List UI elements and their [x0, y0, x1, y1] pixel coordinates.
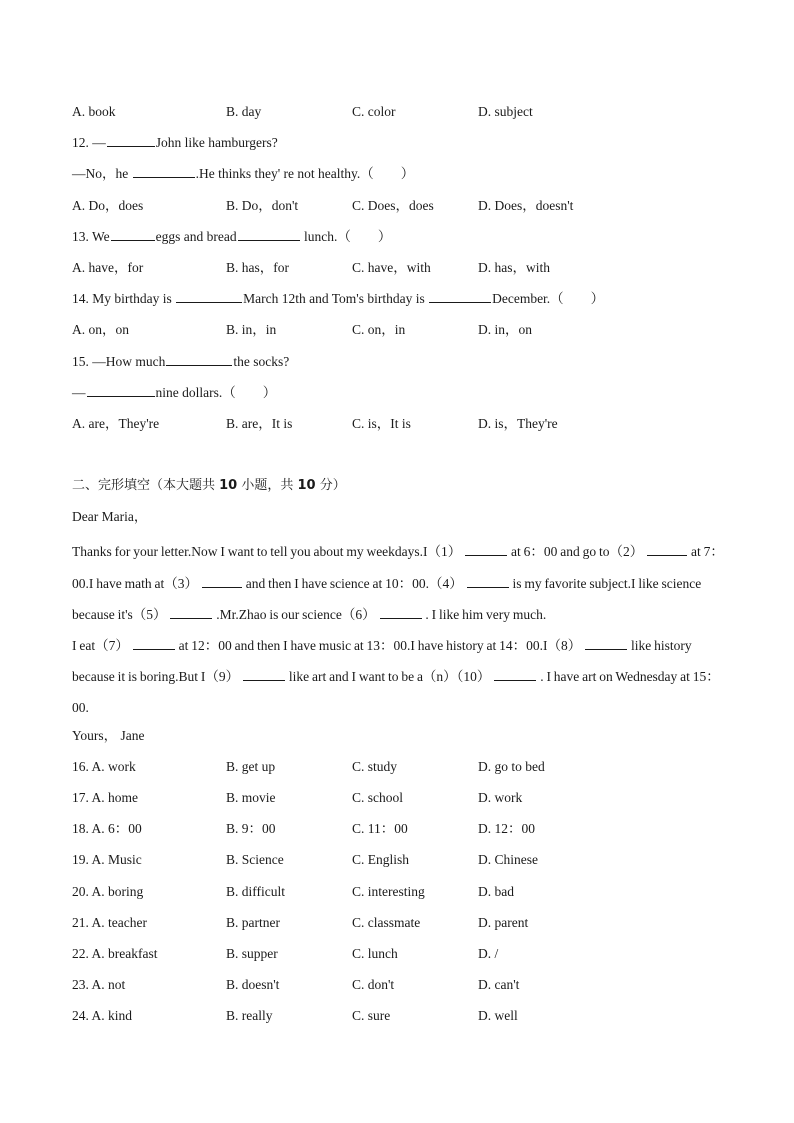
answer-blank	[166, 351, 232, 366]
question-text: lunch.（ ）	[300, 228, 392, 244]
section-spacer	[72, 443, 732, 474]
cloze-blank-7	[133, 635, 175, 650]
option-b: B. Do，don't	[226, 197, 299, 213]
cloze-blank-2	[647, 541, 687, 556]
question-text: —How much	[92, 353, 166, 369]
question-18-options	[72, 817, 732, 848]
question-text: John like hamburgers?	[155, 135, 278, 151]
option-b: B. has，for	[226, 259, 289, 275]
option-d: D. Does，doesn't	[478, 197, 574, 213]
option-c: C. English	[352, 852, 410, 868]
option-b: B. 9：00	[226, 821, 276, 837]
option-a: 21. A. teacher	[72, 914, 147, 930]
question-12-line2	[72, 162, 732, 193]
question-24-options	[72, 1004, 732, 1035]
question-text: —	[92, 135, 106, 151]
option-a: 24. A. kind	[72, 1008, 133, 1024]
cloze-blank-8	[585, 635, 627, 650]
option-b: B. are，It is	[226, 415, 293, 431]
question-19-options	[72, 848, 732, 879]
option-a: A. book	[72, 104, 116, 119]
option-c: C. interesting	[352, 883, 425, 899]
question-12-options	[72, 194, 732, 225]
option-c: C. is，It is	[352, 415, 411, 431]
option-a: 18. A. 6：00	[72, 821, 142, 837]
question-17-options	[72, 786, 732, 817]
cloze-blank-5	[170, 604, 212, 619]
cloze-blank-6	[380, 604, 422, 619]
option-c: C. sure	[352, 1008, 391, 1024]
option-c: C. have，with	[352, 259, 431, 275]
question-text: nine dollars.（ ）	[155, 384, 277, 400]
cloze-blank-1	[465, 541, 507, 556]
question-text: .He thinks they' re not healthy.（ ）	[195, 166, 415, 182]
option-d: D. parent	[478, 914, 529, 930]
option-b: B. doesn't	[226, 977, 280, 993]
option-d: D. Chinese	[478, 852, 538, 868]
question-number: 12.	[72, 135, 89, 151]
option-d: D. can't	[478, 977, 520, 993]
option-b: B. get up	[226, 758, 276, 774]
option-a: 16. A. work	[72, 758, 136, 774]
section-heading: 二、完形填空（本大题共 10 小题，共 10 分）	[72, 478, 346, 494]
option-b: B. supper	[226, 945, 278, 961]
question-15-line1	[72, 350, 732, 381]
question-13-options	[72, 256, 732, 287]
question-number: 14.	[72, 291, 89, 307]
question-text: —	[72, 384, 86, 400]
option-a: A. on，on	[72, 322, 129, 338]
option-b: B. partner	[226, 914, 280, 930]
option-b: B. movie	[226, 790, 276, 806]
option-c: C. classmate	[352, 914, 421, 930]
question-12-line1	[72, 131, 732, 162]
option-a: 23. A. not	[72, 977, 126, 993]
question-number: 13.	[72, 228, 89, 244]
question-text: —No，he	[72, 166, 132, 182]
option-a: 19. A. Music	[72, 852, 142, 868]
answer-blank	[87, 382, 155, 397]
option-b: B. difficult	[226, 883, 285, 899]
question-22-options	[72, 942, 732, 973]
question-11-options	[72, 100, 732, 131]
option-a: 17. A. home	[72, 790, 138, 806]
option-c: C. don't	[352, 977, 395, 993]
question-20-options	[72, 880, 732, 911]
option-b: B. Science	[226, 852, 284, 868]
question-text: the socks?	[233, 353, 290, 369]
option-d: D. go to bed	[478, 758, 545, 774]
option-d: D. bad	[478, 883, 514, 899]
option-c: C. color	[352, 104, 396, 119]
answer-blank	[429, 288, 491, 303]
option-a: 22. A. breakfast	[72, 945, 158, 961]
cloze-blank-9	[243, 666, 285, 681]
question-text: December.（ ）	[492, 291, 605, 307]
question-text: We	[92, 228, 110, 244]
question-14-options	[72, 318, 732, 349]
answer-blank	[107, 132, 155, 147]
option-d: D. /	[478, 945, 499, 961]
question-14-line1	[72, 287, 732, 318]
question-13-line1	[72, 225, 732, 256]
option-c: C. 11：00	[352, 821, 408, 837]
answer-blank	[111, 226, 155, 241]
question-number: 15.	[72, 353, 89, 369]
question-text: My birthday is	[92, 291, 176, 307]
option-d: D. is，They're	[478, 415, 558, 431]
option-b: B. day	[226, 104, 262, 119]
document-page	[72, 100, 732, 1036]
letter-paragraph-2: I eat（7） at 12：00 and then I have music at 13：00.I have history at 14：00.I（8） like history because it is boring.But I（9） like art and I want to be a（n）（10） . I have art on Wednesday at 15：00.	[72, 630, 732, 724]
option-b: B. really	[226, 1008, 273, 1024]
question-16-options	[72, 755, 732, 786]
cloze-blank-10	[494, 666, 536, 681]
cloze-blank-3	[202, 573, 242, 588]
option-d: D. has，with	[478, 259, 550, 275]
answer-blank	[238, 226, 300, 241]
question-23-options	[72, 973, 732, 1004]
option-c: C. lunch	[352, 945, 398, 961]
option-a: A. are，They're	[72, 415, 160, 431]
option-d: D. 12：00	[478, 821, 535, 837]
answer-blank	[176, 288, 242, 303]
option-c: C. Does，does	[352, 197, 434, 213]
question-text: eggs and bread	[155, 228, 237, 244]
cloze-blank-4	[467, 573, 509, 588]
option-a: 20. A. boring	[72, 883, 144, 899]
option-b: B. in，in	[226, 322, 277, 338]
option-c: C. study	[352, 758, 398, 774]
answer-blank	[133, 163, 195, 178]
option-d: D. work	[478, 790, 523, 806]
option-a: A. Do，does	[72, 197, 144, 213]
option-d: D. well	[478, 1008, 518, 1024]
letter-closing: Yours， Jane	[72, 727, 145, 743]
letter-paragraph-1: Thanks for your letter.Now I want to tell you about my weekdays.I（1） at 6：00 and go to（2） at 7：00.I have math at（3） and then I have science at 10：00.（4） is my favorite subject.I like science because it's（5） .Mr.Zhao is our science（6） . I like him very much.	[72, 536, 732, 630]
question-15-options	[72, 412, 732, 443]
option-d: D. in，on	[478, 322, 532, 338]
option-c: C. on，in	[352, 322, 406, 338]
letter-greeting: Dear Maria，	[72, 509, 148, 525]
question-21-options	[72, 911, 732, 942]
option-c: C. school	[352, 790, 404, 806]
option-a: A. have，for	[72, 259, 144, 275]
question-text: March 12th and Tom's birthday is	[243, 291, 429, 307]
question-15-line2	[72, 381, 732, 412]
option-d: D. subject	[478, 104, 533, 119]
